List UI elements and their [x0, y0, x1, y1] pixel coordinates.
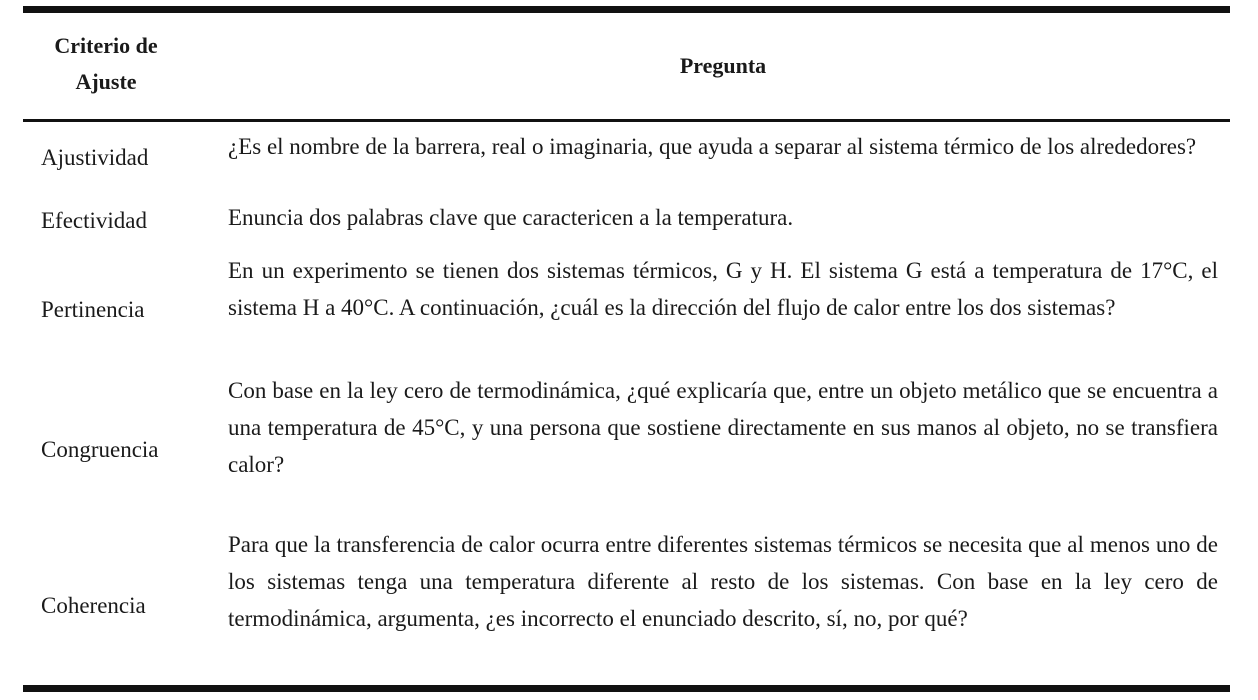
row-pregunta: ¿Es el nombre de la barrera, real o imaginaria, que ayuda a separar al sistema térmico de los alrededores? — [228, 134, 1197, 159]
criteria-table — [23, 6, 1230, 692]
bottom-rule — [23, 685, 1230, 692]
header-pregunta: Pregunta — [679, 53, 767, 78]
row-pregunta: Para que la transferencia de calor ocurra entre diferentes sistemas térmicos se necesita que al menos uno de los sistemas tenga una temperatura diferente al resto de los sistemas. Con base en la ley cero de termodinámica, argumenta, ¿es incorrecto el enunciado descrito, sí, no, por qué? — [228, 532, 1218, 631]
row-criterio: Congruencia — [41, 437, 159, 462]
top-rule — [23, 6, 1230, 13]
row-criterio: Efectividad — [41, 208, 148, 233]
row-pregunta: En un experimento se tienen dos sistemas térmicos, G y H. El sistema G está a temperatura de 17°C, el sistema H a 40°C. A continuación, ¿cuál es la dirección del flujo de calor entre los dos sistemas? — [228, 258, 1218, 320]
row-pregunta: Enuncia dos palabras clave que caractericen a la temperatura. — [228, 205, 794, 230]
header-criterio-line1: Criterio de — [54, 33, 158, 58]
row-criterio: Pertinencia — [41, 297, 145, 322]
row-criterio: Coherencia — [41, 593, 146, 618]
row-pregunta: Con base en la ley cero de termodinámica, ¿qué explicaría que, entre un objeto metálico que se encuentra a una temperatura de 45°C, y una persona que sostiene directamente en sus manos al objeto, no se transfiera calor? — [228, 378, 1218, 477]
row-criterio: Ajustividad — [41, 145, 149, 170]
header-criterio — [23, 28, 189, 100]
header-rule — [23, 119, 1230, 122]
header-criterio-line2: Ajuste — [75, 69, 137, 94]
